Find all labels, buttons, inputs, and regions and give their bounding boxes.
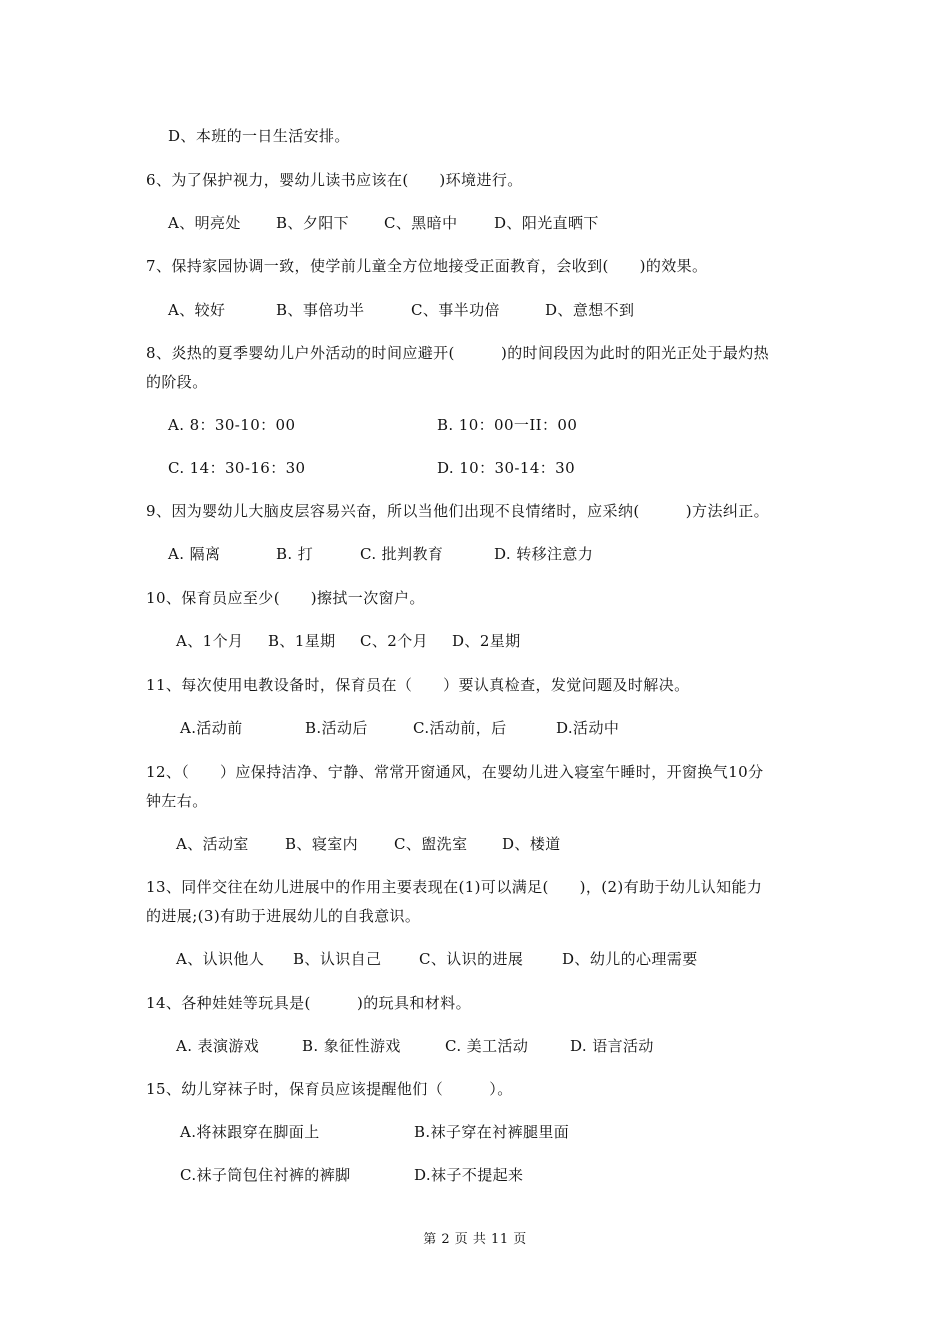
q9-stem: 9、因为婴幼儿大脑皮层容易兴奋，所以当他们出现不良情绪时，应采纳( )方法纠正。 <box>146 502 770 520</box>
q6-stem: 6、为了保护视力，婴幼儿读书应该在( )环境进行。 <box>146 171 523 189</box>
q8-stem-line1: 8、炎热的夏季婴幼儿户外活动的时间应避开( )的时间段因为此时的阳光正处于最灼热 <box>146 344 770 362</box>
q10-stem: 10、保育员应至少( )擦拭一次窗户。 <box>146 589 425 607</box>
q14-option-c: C. 美工活动 <box>445 1037 529 1055</box>
q10-option-d: D、2星期 <box>452 632 521 650</box>
page-footer: 第 2 页 共 11 页 <box>423 1232 527 1247</box>
q6-option-c: C、黑暗中 <box>384 214 458 232</box>
q11-stem: 11、每次使用电教设备时，保育员在（ ）要认真检查，发觉问题及时解决。 <box>146 676 690 694</box>
q12-option-b: B、寝室内 <box>285 835 359 853</box>
q11-option-c: C.活动前，后 <box>413 719 507 737</box>
q7-stem: 7、保持家园协调一致，使学前儿童全方位地接受正面教育，会收到( )的效果。 <box>146 257 708 275</box>
q12-stem-line1: 12、（ ）应保持洁净、宁静、常常开窗通风，在婴幼儿进入寝室午睡时，开窗换气10分 <box>146 763 764 781</box>
q8-option-c: C. 14：30-16：30 <box>168 459 306 477</box>
q8-option-d: D. 10：30-14：30 <box>437 459 576 477</box>
q12-option-c: C、盥洗室 <box>394 835 468 853</box>
q14-option-d: D. 语言活动 <box>570 1037 654 1055</box>
q13-option-c: C、认识的进展 <box>419 950 524 968</box>
q13-option-a: A、认识他人 <box>176 950 265 968</box>
q6-option-b: B、夕阳下 <box>276 214 350 232</box>
q7-option-c: C、事半功倍 <box>411 301 500 319</box>
q9-option-c: C. 批判教育 <box>360 545 444 563</box>
q12-option-a: A、活动室 <box>176 835 249 853</box>
q9-option-d: D. 转移注意力 <box>494 545 594 563</box>
q15-option-b: B.袜子穿在衬裤腿里面 <box>414 1123 570 1141</box>
q7-option-d: D、意想不到 <box>545 301 635 319</box>
q15-stem: 15、幼儿穿袜子时，保育员应该提醒他们（ ）。 <box>146 1080 513 1098</box>
q8-stem-line2: 的阶段。 <box>146 373 208 391</box>
q11-option-a: A.活动前 <box>180 719 243 737</box>
q12-stem-line2: 钟左右。 <box>146 792 208 810</box>
q7-option-a: A、较好 <box>168 301 226 319</box>
q11-option-b: B.活动后 <box>305 719 368 737</box>
q8-option-a: A. 8：30-10：00 <box>168 416 296 434</box>
q8-option-b: B. 10：00一II：00 <box>437 416 578 434</box>
q5-option-d: D、本班的一日生活安排。 <box>168 127 350 145</box>
q10-option-c: C、2个月 <box>360 632 429 650</box>
q12-option-d: D、楼道 <box>502 835 561 853</box>
q9-option-b: B. 打 <box>276 545 314 563</box>
q15-option-d: D.袜子不提起来 <box>414 1166 524 1184</box>
q15-option-c: C.袜子筒包住衬裤的裤脚 <box>180 1166 351 1184</box>
q13-option-b: B、认识自己 <box>293 950 382 968</box>
q14-option-a: A. 表演游戏 <box>176 1037 260 1055</box>
q11-option-d: D.活动中 <box>556 719 620 737</box>
q6-option-a: A、明亮处 <box>168 214 241 232</box>
q13-stem-line2: 的进展;(3)有助于进展幼儿的自我意识。 <box>146 907 421 925</box>
q9-option-a: A. 隔离 <box>168 545 221 563</box>
q13-stem-line1: 13、同伴交往在幼儿进展中的作用主要表现在(1)可以满足( )，(2)有助于幼儿认知能力 <box>146 878 763 896</box>
q10-option-b: B、1星期 <box>268 632 336 650</box>
q10-option-a: A、1个月 <box>176 632 244 650</box>
q14-option-b: B. 象征性游戏 <box>302 1037 401 1055</box>
q14-stem: 14、各种娃娃等玩具是( )的玩具和材料。 <box>146 994 471 1012</box>
q15-option-a: A.将袜跟穿在脚面上 <box>180 1123 320 1141</box>
q13-option-d: D、幼儿的心理需要 <box>562 950 698 968</box>
q7-option-b: B、事倍功半 <box>276 301 365 319</box>
q6-option-d: D、阳光直晒下 <box>494 214 599 232</box>
